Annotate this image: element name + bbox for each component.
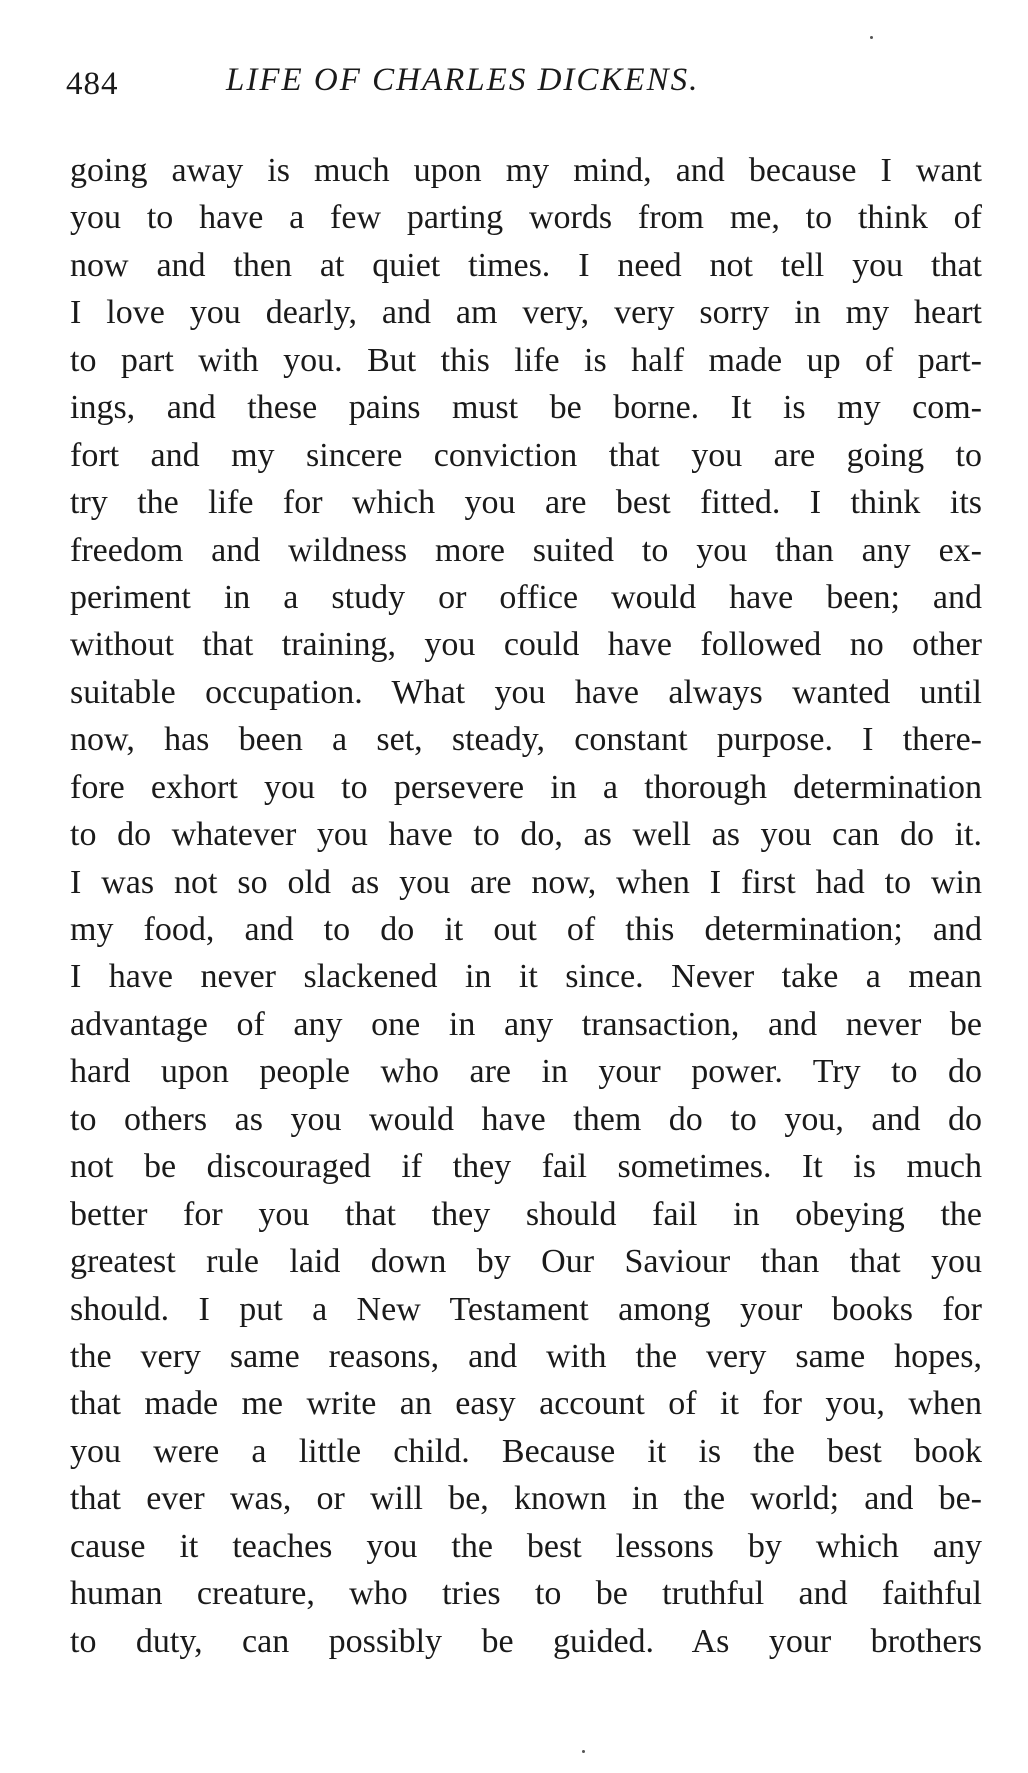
- text-line: that ever was, or will be, known in the world; and be-: [70, 1480, 982, 1518]
- text-line: greatest rule laid down by Our Saviour than that you: [70, 1243, 982, 1281]
- text-line: human creature, who tries to be truthful and faithful: [70, 1575, 982, 1613]
- page-number: 484: [66, 66, 119, 102]
- running-title: LIFE OF CHARLES DICKENS.: [226, 62, 700, 98]
- print-speck: [870, 36, 873, 39]
- text-line: hard upon people who are in your power. Try to do: [70, 1053, 982, 1091]
- text-line: to duty, can possibly be guided. As your brothers: [70, 1622, 982, 1660]
- text-line: try the life for which you are best fitted. I think its: [70, 484, 982, 522]
- text-line: to others as you would have them do to you, and do: [70, 1100, 982, 1138]
- text-line: advantage of any one in any transaction, and never be: [70, 1005, 982, 1043]
- text-line: I was not so old as you are now, when I first had to win: [70, 863, 982, 901]
- text-line: fore exhort you to persevere in a thorough determination: [70, 768, 982, 806]
- text-line: fort and my sincere conviction that you are going to: [70, 436, 982, 474]
- running-head: [66, 62, 986, 110]
- print-speck: [582, 1750, 585, 1753]
- text-line: now and then at quiet times. I need not tell you that: [70, 246, 982, 284]
- text-line: now, has been a set, steady, constant purpose. I there-: [70, 721, 982, 759]
- text-line: the very same reasons, and with the very same hopes,: [70, 1337, 982, 1375]
- text-line: I have never slackened in it since. Never take a mean: [70, 958, 982, 996]
- text-line: not be discouraged if they fail sometimes. It is much: [70, 1148, 982, 1186]
- text-line: that made me write an easy account of it for you, when: [70, 1385, 982, 1423]
- text-line: without that training, you could have followed no other: [70, 626, 982, 664]
- text-line: periment in a study or office would have been; and: [70, 578, 982, 616]
- text-line: ings, and these pains must be borne. It is my com-: [70, 389, 982, 427]
- text-line: should. I put a New Testament among your books for: [70, 1290, 982, 1328]
- text-line: you were a little child. Because it is the best book: [70, 1432, 982, 1470]
- text-line: I love you dearly, and am very, very sorry in my heart: [70, 294, 982, 332]
- text-line: suitable occupation. What you have always wanted until: [70, 673, 982, 711]
- text-line: going away is much upon my mind, and because I want: [70, 152, 982, 189]
- text-line: my food, and to do it out of this determination; and: [70, 911, 982, 948]
- text-line: freedom and wildness more suited to you than any ex-: [70, 531, 982, 569]
- text-line: better for you that they should fail in obeying the: [70, 1195, 982, 1233]
- text-line: to do whatever you have to do, as well as you can do it.: [70, 816, 982, 854]
- text-line: cause it teaches you the best lessons by which any: [70, 1527, 982, 1565]
- body-text: [70, 147, 982, 1665]
- text-line: you to have a few parting words from me, to think of: [70, 199, 982, 237]
- text-line: to part with you. But this life is half made up of part-: [70, 341, 982, 379]
